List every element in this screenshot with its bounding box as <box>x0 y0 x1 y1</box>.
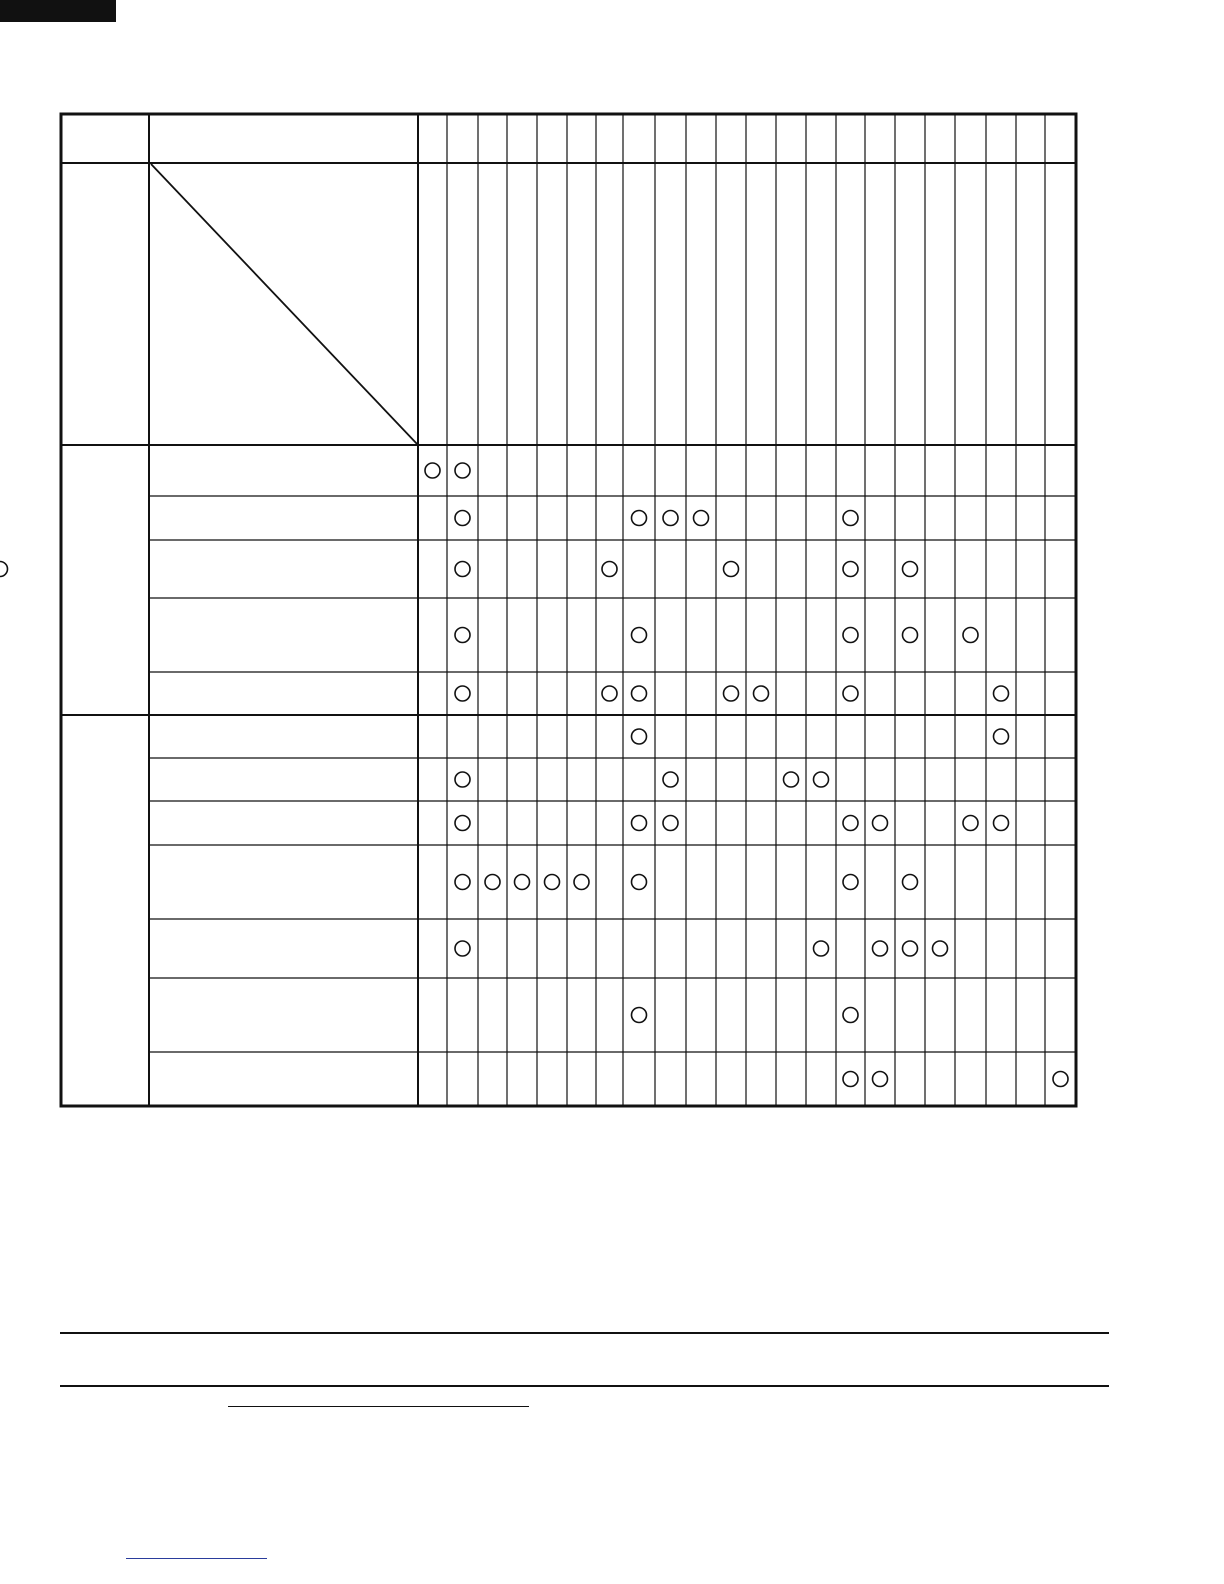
circle-icon <box>663 816 678 831</box>
circle-icon <box>455 941 470 956</box>
circle-icon <box>485 875 500 890</box>
footer-link-line <box>126 1558 267 1559</box>
circle-icon <box>1053 1072 1068 1087</box>
circle-icon <box>903 941 918 956</box>
circle-icon <box>963 628 978 643</box>
circle-icon <box>843 686 858 701</box>
circle-icon <box>994 686 1009 701</box>
circle-icon <box>632 1008 647 1023</box>
circle-icon <box>455 686 470 701</box>
circle-icon <box>455 511 470 526</box>
circle-icon <box>632 511 647 526</box>
footer-rule-top <box>60 1332 1109 1334</box>
circle-icon <box>994 816 1009 831</box>
circle-icon <box>843 816 858 831</box>
circle-icon <box>632 816 647 831</box>
circle-icon <box>843 1008 858 1023</box>
circle-icon <box>602 686 617 701</box>
circle-icon <box>574 875 589 890</box>
circle-icon <box>455 875 470 890</box>
circle-icon <box>903 562 918 577</box>
header-corner-diagonal <box>151 164 418 445</box>
circle-icon <box>663 511 678 526</box>
circle-icon <box>903 875 918 890</box>
circle-icon <box>545 875 560 890</box>
table-border <box>61 114 1076 1106</box>
footer-underline <box>228 1406 529 1407</box>
circle-icon <box>933 941 948 956</box>
circle-icon <box>455 816 470 831</box>
circle-icon <box>632 628 647 643</box>
circle-icon <box>632 729 647 744</box>
circle-icon <box>455 463 470 478</box>
circle-icon <box>455 772 470 787</box>
circle-icon <box>784 772 799 787</box>
circle-icon <box>632 875 647 890</box>
circle-icon <box>843 562 858 577</box>
circle-icon <box>694 511 709 526</box>
circle-icon <box>814 941 829 956</box>
circle-icon <box>994 729 1009 744</box>
circle-icon <box>724 562 739 577</box>
circle-icon <box>843 511 858 526</box>
circle-icon <box>754 686 769 701</box>
circle-icon <box>455 628 470 643</box>
circle-icon <box>425 463 440 478</box>
circle-icon <box>814 772 829 787</box>
circle-icon <box>724 686 739 701</box>
circle-icon <box>515 875 530 890</box>
circle-icon <box>843 875 858 890</box>
circle-icon <box>632 686 647 701</box>
circle-icon <box>873 816 888 831</box>
circle-icon <box>455 562 470 577</box>
footer-rule-bottom <box>60 1385 1109 1387</box>
circle-icon <box>843 1072 858 1087</box>
circle-icon <box>663 772 678 787</box>
circle-icon <box>873 1072 888 1087</box>
circle-icon <box>873 941 888 956</box>
circle-icon <box>843 628 858 643</box>
circle-icon <box>0 562 8 577</box>
circle-icon <box>963 816 978 831</box>
circle-icon <box>602 562 617 577</box>
circle-icon <box>903 628 918 643</box>
